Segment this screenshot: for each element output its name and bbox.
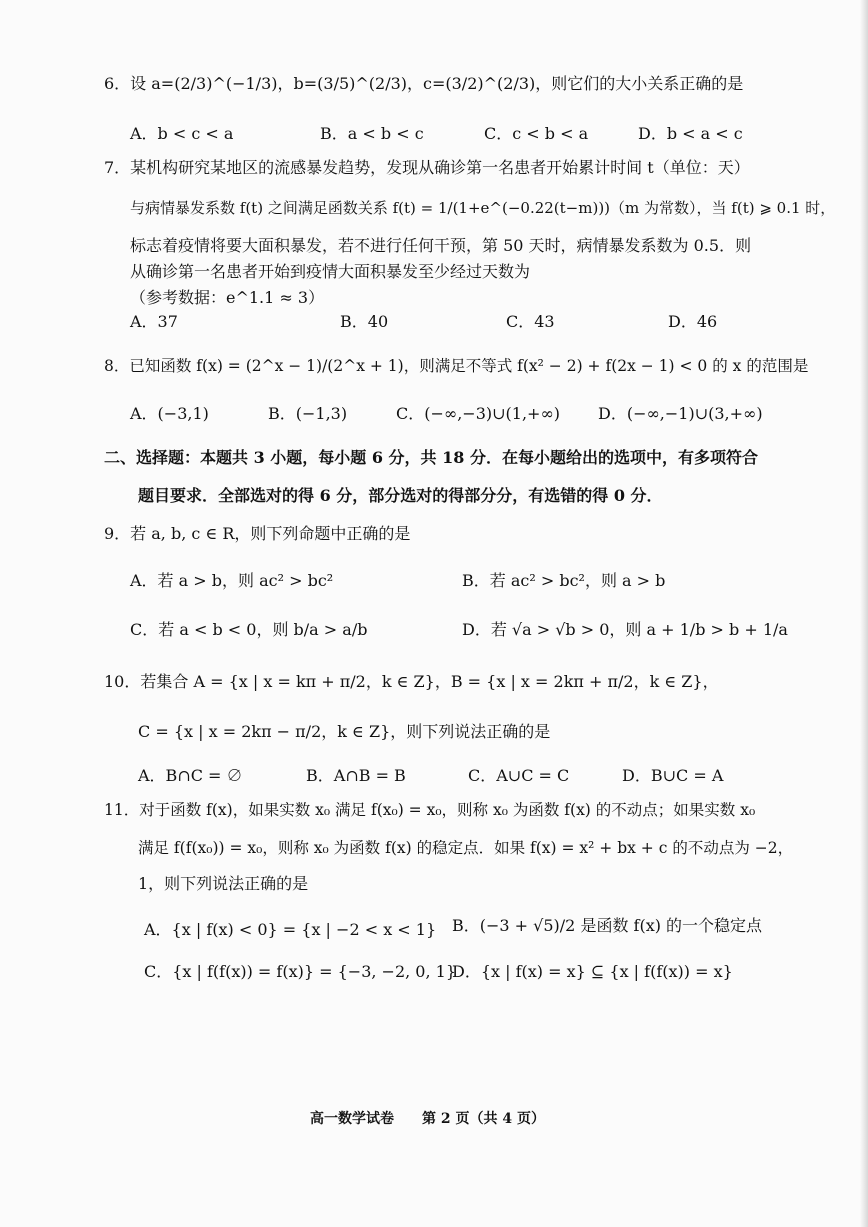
- q6-option-d: D．b < a < c: [638, 124, 743, 143]
- q8-stem: 8．已知函数 f(x) = (2^x − 1)/(2^x + 1)，则满足不等式 f(x² − 2) + f(2x − 1) < 0 的 x 的范围是: [104, 357, 809, 375]
- q11-line-1: 11．对于函数 f(x)，如果实数 x₀ 满足 f(x₀) = x₀，则称 x₀ 为函数 f(x) 的不动点；如果实数 x₀: [104, 801, 756, 819]
- q9-option-a: A．若 a > b，则 ac² > bc²: [130, 571, 334, 590]
- scan-edge-shadow: [860, 0, 868, 1227]
- q8-option-d: D．(−∞,−1)∪(3,+∞): [598, 404, 763, 423]
- q8-option-b: B．(−1,3): [268, 404, 348, 423]
- q6-option-b: B．a < b < c: [320, 124, 424, 143]
- q9-stem: 9．若 a, b, c ∈ R，则下列命题中正确的是: [104, 524, 411, 543]
- q7-option-a: A．37: [130, 312, 178, 331]
- q10-line-2: C = {x | x = 2kπ − π/2，k ∈ Z}，则下列说法正确的是: [138, 722, 551, 741]
- q10-option-d: D．B∪C = A: [622, 766, 724, 785]
- q11-line-2: 满足 f(f(x₀)) = x₀，则称 x₀ 为函数 f(x) 的稳定点．如果 f(x) = x² + bx + c 的不动点为 −2，: [138, 839, 794, 857]
- section-2-instructions: 题目要求．全部选对的得 6 分，部分选对的得部分分，有选错的得 0 分．: [138, 486, 663, 505]
- q7-option-b: B．40: [340, 312, 389, 331]
- q11-line-3: 1，则下列说法正确的是: [138, 874, 309, 893]
- q9-option-c: C．若 a < b < 0，则 b/a > a/b: [130, 620, 368, 639]
- page-footer: 高一数学试卷 第 2 页（共 4 页）: [310, 1111, 545, 1127]
- q10-line-1: 10．若集合 A = {x | x = kπ + π/2，k ∈ Z}，B = {x | x = 2kπ + π/2，k ∈ Z}，: [104, 672, 719, 691]
- section-2-heading: 二、选择题：本题共 3 小题，每小题 6 分，共 18 分．在每小题给出的选项中，有多项符合: [104, 448, 758, 467]
- q11-option-b: B．(−3 + √5)/2 是函数 f(x) 的一个稳定点: [452, 916, 763, 935]
- q7-option-c: C．43: [506, 312, 555, 331]
- q10-option-b: B．A∩B = B: [306, 766, 406, 785]
- q6-option-a: A．b < c < a: [130, 124, 234, 143]
- q11-option-c: C．{x | f(f(x)) = f(x)} = {−3, −2, 0, 1}: [144, 962, 457, 981]
- q10-option-a: A．B∩C = ∅: [138, 766, 243, 785]
- q11-option-a: A．{x | f(x) < 0} = {x | −2 < x < 1}: [144, 920, 437, 939]
- q7-line-3: 标志着疫情将要大面积暴发，若不进行任何干预，第 50 天时，病情暴发系数为 0.5．则: [130, 236, 752, 255]
- q9-option-b: B．若 ac² > bc²，则 a > b: [462, 571, 666, 590]
- q7-reference: （参考数据：e^1.1 ≈ 3）: [130, 288, 325, 307]
- q8-option-c: C．(−∞,−3)∪(1,+∞): [396, 404, 561, 423]
- q7-line-1: 7．某机构研究某地区的流感暴发趋势，发现从确诊第一名患者开始累计时间 t（单位：天）: [104, 158, 750, 177]
- q7-line-2: 与病情暴发系数 f(t) 之间满足函数关系 f(t) = 1/(1+e^(−0.22(t−m)))（m 为常数），当 f(t) ⩾ 0.1 时，: [130, 199, 836, 217]
- q6-stem: 6．设 a=(2/3)^(−1/3)，b=(3/5)^(2/3)，c=(3/2)^(2/3)，则它们的大小关系正确的是: [104, 74, 744, 93]
- q7-option-d: D．46: [668, 312, 718, 331]
- q6-option-c: C．c < b < a: [484, 124, 589, 143]
- q10-option-c: C．A∪C = C: [468, 766, 570, 785]
- q11-option-d: D．{x | f(x) = x} ⊆ {x | f(f(x)) = x}: [452, 962, 733, 981]
- q7-line-4: 从确诊第一名患者开始到疫情大面积暴发至少经过天数为: [130, 262, 531, 281]
- q9-option-d: D．若 √a > √b > 0，则 a + 1/b > b + 1/a: [462, 620, 788, 639]
- q8-option-a: A．(−3,1): [130, 404, 209, 423]
